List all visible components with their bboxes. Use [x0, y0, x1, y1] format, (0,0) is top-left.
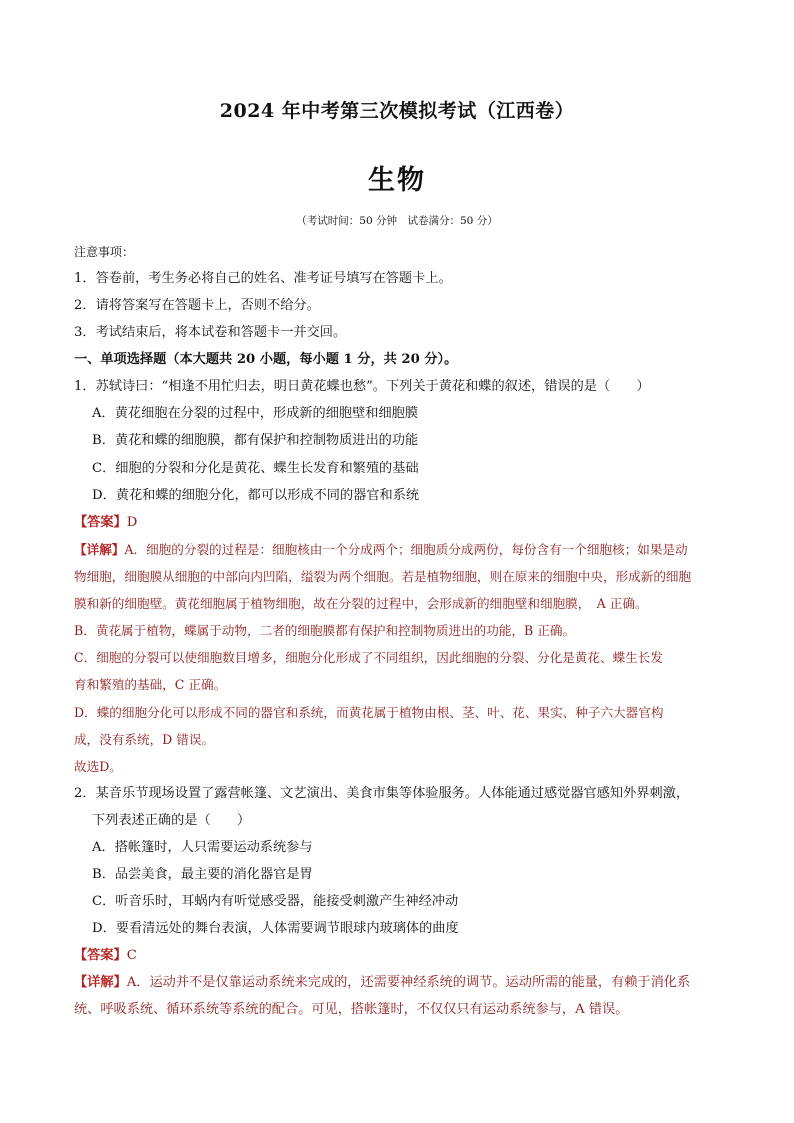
q2-detail-line: 统、呼吸系统、循环系统等系统的配合。可见，搭帐篷时，不仅仅只有运动系统参与，A 错误。: [74, 1002, 629, 1017]
q1-option-b: B．黄花和蝶的细胞膜，都有保护和控制物质进出的功能: [92, 433, 419, 448]
q2-option-c: C．听音乐时，耳蜗内有听觉感受器，能接受刺激产生神经冲动: [92, 894, 459, 909]
q1-detail-line: D．蝶的细胞分化可以形成不同的器官和系统，而黄花属于植物由根、茎、叶、花、果实、种子六大器官构: [74, 705, 664, 720]
answer-tag: 【答案】: [74, 515, 127, 530]
q1-answer: [74, 514, 137, 532]
subject-title: 生物: [368, 165, 426, 196]
question-2-stem: 下列表述正确的是（ ）: [92, 813, 251, 828]
note-item: 1．答卷前，考生务必将自己的姓名、准考证号填写在答题卡上。: [74, 271, 452, 286]
q2-option-d: D．要看清远处的舞台表演，人体需要调节眼球内玻璃体的曲度: [92, 921, 459, 936]
detail-tag: 【详解】: [74, 542, 125, 557]
q1-detail-line: C．细胞的分裂可以使细胞数目增多，细胞分化形成了不同组织，因此细胞的分裂、分化是黄花、蝶生长发: [74, 650, 663, 665]
q1-detail-line: 膜和新的细胞壁。黄花细胞属于植物细胞，故在分裂的过程中，会形成新的细胞壁和细胞膜， A 正确。: [74, 596, 648, 611]
q1-detail-line: 成，没有系统，D 错误。: [74, 732, 215, 747]
note-item: 3．考试结束后，将本试卷和答题卡一并交回。: [74, 325, 347, 340]
detail-tag: 【详解】: [74, 975, 127, 990]
notes-heading: 注意事项：: [74, 245, 135, 259]
q1-detail-line: B．黄花属于植物，蝶属于动物，二者的细胞膜都有保护和控制物质进出的功能，B 正确。: [74, 623, 576, 638]
q2-option-a: A．搭帐篷时，人只需要运动系统参与: [92, 840, 313, 855]
q2-detail-line: 【详解】A．运动并不是仅靠运动系统来完成的，还需要神经系统的调节。运动所需的能量，有赖于消化系: [74, 975, 691, 990]
q1-detail-line: 物细胞，细胞膜从细胞的中部向内凹陷，缢裂为两个细胞。若是植物细胞，则在原来的细胞中央，形成新的细胞: [74, 569, 692, 584]
note-item: 2．请将答案写在答题卡上，否则不给分。: [74, 298, 320, 313]
q1-option-a: A．黄花细胞在分裂的过程中，形成新的细胞壁和细胞膜: [92, 406, 419, 421]
section-heading: 一、单项选择题（本大题共 20 小题，每小题 1 分，共 20 分）。: [74, 352, 458, 367]
q1-conclusion: 故选D。: [74, 759, 122, 774]
question-2-stem: 2．某音乐节现场设置了露营帐篷、文艺演出、美食市集等体验服务。人体能通过感觉器官感知外界刺激，: [74, 786, 690, 801]
answer-value: C: [126, 948, 137, 963]
question-1-stem: 1．苏轼诗曰：“相逢不用忙归去，明日黄花蝶也愁”。下列关于黄花和蝶的叙述，错误的是（ ）: [74, 379, 650, 394]
exam-info: （考试时间：50 分钟 试卷满分：50 分）: [296, 215, 498, 227]
q1-detail-line: 育和繁殖的基础，C 正确。: [74, 677, 227, 692]
q2-option-b: B．品尝美食，最主要的消化器官是胃: [92, 867, 313, 882]
q1-option-c: C．细胞的分裂和分化是黄花、蝶生长发育和繁殖的基础: [92, 461, 419, 476]
q1-detail-line: 【详解】A．细胞的分裂的过程是：细胞核由一个分成两个；细胞质分成两份，每份含有一个细胞核；如果是动: [74, 542, 688, 557]
exam-title: 2024 年中考第三次模拟考试（江西卷）: [219, 100, 575, 122]
answer-value: D: [126, 515, 138, 530]
q2-answer: [74, 947, 137, 965]
q1-option-d: D．黄花和蝶的细胞分化，都可以形成不同的器官和系统: [92, 488, 420, 503]
answer-tag: 【答案】: [74, 948, 127, 963]
